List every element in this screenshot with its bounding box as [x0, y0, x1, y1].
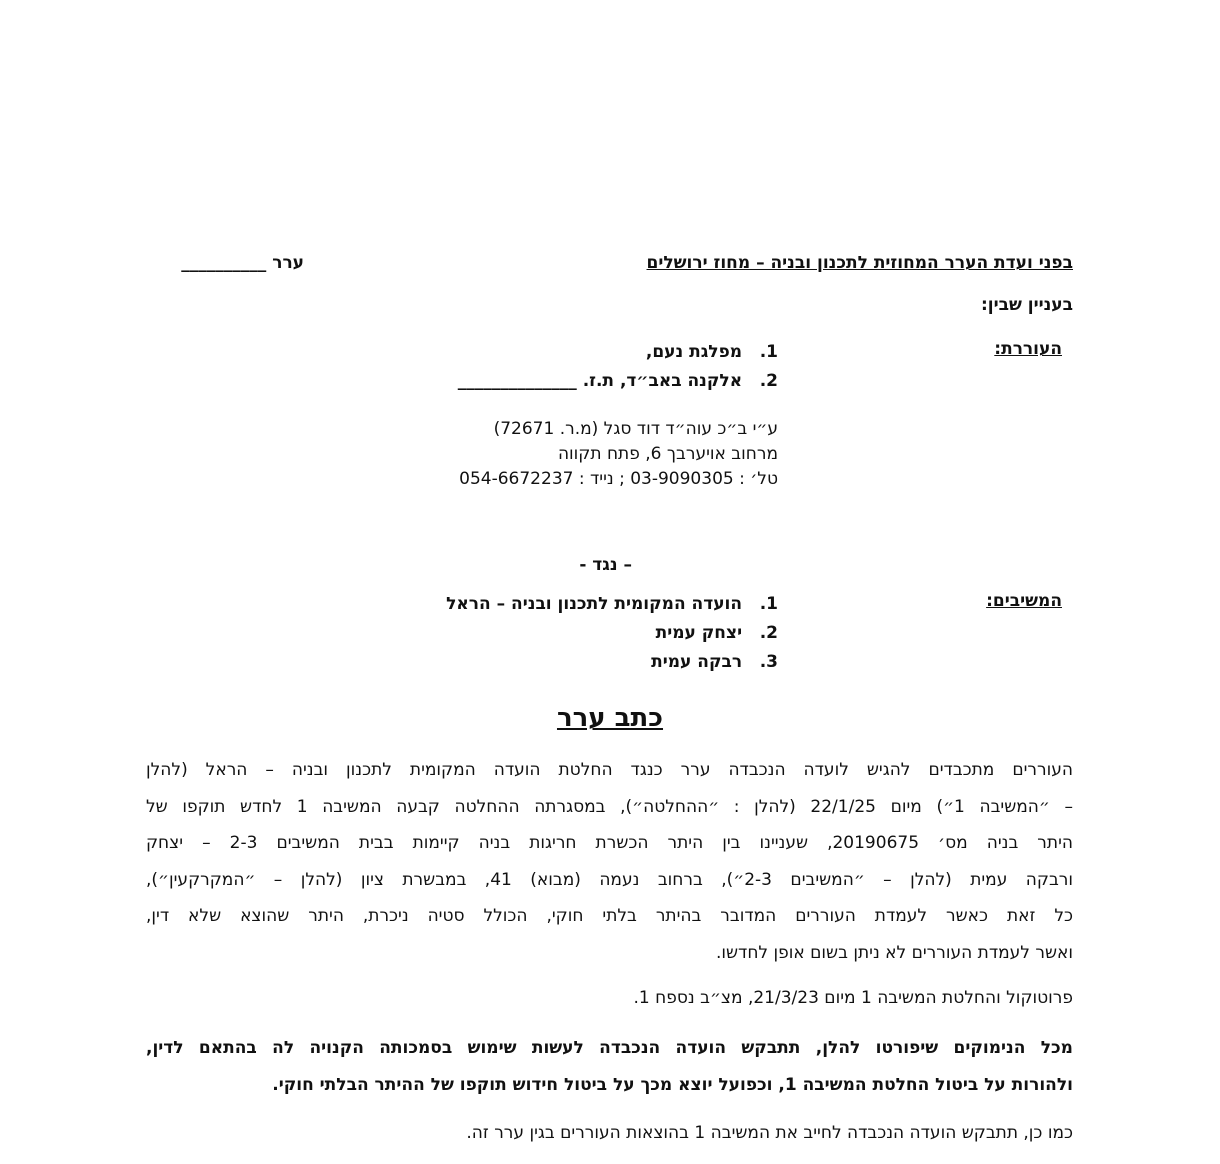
appellant-1-number: 1.: [759, 342, 778, 362]
respondents-label: המשיבים:: [986, 591, 1062, 611]
body-paragraph-2: פרוטוקול והחלטת המשיבה 1 מיום 21/3/23, מצ״ב נספח 1.: [633, 988, 1073, 1008]
case-number: [181, 253, 304, 273]
document-title: כתב ערר: [556, 703, 664, 733]
body-p1-line-4: ורבקה עמית (להלן – ״המשיבים 2-3״), ברחוב נעמה (מבוא) 41, במבשרת ציון (להלן – ״המקרקעין״),: [146, 869, 1073, 890]
respondent-2-number: 2.: [759, 623, 778, 643]
body-p1-line-3: היתר בניה מס׳ 20190675, שעניינו בין היתר הכשרת חריגות בניה קיימות בבית המשיבים 2-3 – יצחק: [146, 833, 1073, 853]
body-paragraph-1: [146, 752, 1073, 971]
respondent-1-name: הועדה המקומית לתכנון ובניה – הראל: [446, 594, 743, 614]
matter-label: בעניין שבין:: [980, 295, 1073, 315]
case-blank: __________: [181, 253, 267, 273]
body-p1-line-5: כל זאת כאשר לעמדת העוררים המדובר בהיתר בלתי חוקי, הכולל סטיה ניכרת, היתר שהוצא שלא דין,: [146, 906, 1073, 926]
respondent-2-name: יצחק עמית: [655, 623, 743, 643]
appellant-2-name: אלקנה באב״ד, ת.ז. ______________: [457, 371, 743, 391]
body-paragraph-4: כמו כן, תתבקש הועדה הנכבדה לחייב את המשיבה 1 בהוצאות העוררים בגין ערר זה.: [466, 1123, 1073, 1143]
respondent-1: [446, 594, 778, 614]
case-label: ערר: [272, 253, 304, 273]
versus-label: – נגד -: [579, 555, 632, 575]
appellants-label: העוררת:: [994, 339, 1062, 359]
counsel-phone: טל׳ : 03-9090305 ; נייד : 054-6672237: [459, 469, 778, 489]
body-p3-line-2: ולהורות על ביטול החלטת המשיבה 1, וכפועל יוצא מכך על ביטול חידוש תוקפו של ההיתר הבלתי חוקי.: [272, 1074, 1073, 1095]
appellant-1: [646, 342, 778, 362]
body-p3-line-1: מכל הנימוקים שיפורטו להלן, תתבקש הועדה הנכבדה לעשות שימוש בסמכותה הקנויה לה בהתאם לדין,: [146, 1038, 1073, 1058]
respondent-3: [651, 652, 778, 672]
body-paragraph-3: [146, 1030, 1073, 1103]
respondent-3-name: רבקה עמית: [651, 652, 743, 672]
appellant-2: [458, 371, 778, 391]
appellant-1-name: מפלגת נעם,: [645, 342, 743, 362]
committee-heading: בפני ועדת הערר המחוזית לתכנון ובניה – מחוז ירושלים: [646, 253, 1073, 273]
respondent-3-number: 3.: [759, 652, 778, 672]
counsel-block: [459, 417, 778, 492]
body-p1-line-2: – ״המשיבה 1״) מיום 22/1/25 (להלן : ״ההחלטה״), במסגרתה ההחלטה קבעה המשיבה 1 לחדש תוקפו של: [146, 796, 1073, 817]
respondent-2: [656, 623, 778, 643]
body-p1-line-1: העוררים מתכבדים להגיש לועדה הנכבדה ערר כנגד החלטת הועדה המקומית לתכנון ובניה – הראל (להלן: [146, 760, 1073, 780]
counsel-name: ע״י ב״כ עוה״ד דוד סגל (מ.ר. 72671): [493, 419, 778, 439]
counsel-address: מרחוב אויערבך 6, פתח תקווה: [557, 444, 778, 464]
body-p1-line-6: ואשר לעמדת העוררים לא ניתן בשום אופן לחדשו.: [715, 942, 1073, 963]
appellant-2-number: 2.: [759, 371, 778, 391]
respondent-1-number: 1.: [759, 594, 778, 614]
